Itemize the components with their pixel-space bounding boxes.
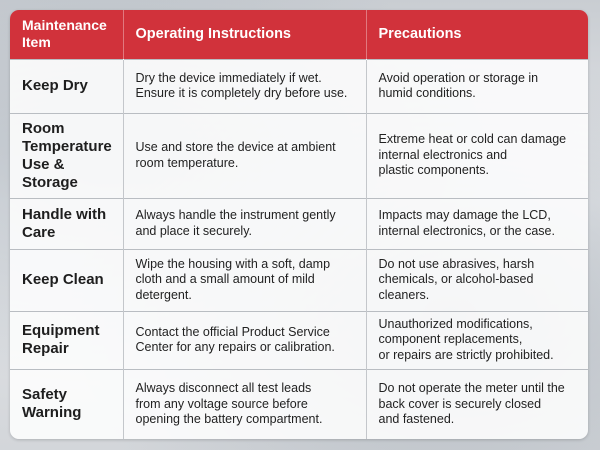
row-item-label: Safety Warning <box>10 369 123 439</box>
row-precaution: Impacts may damage the LCD, internal electronics, or the case. <box>366 198 588 249</box>
row-instruction: Contact the official Product Service Center for any repairs or calibration. <box>123 311 366 369</box>
row-instruction: Always disconnect all test leads from any voltage source before opening the battery compartment. <box>123 369 366 439</box>
row-precaution: Do not use abrasives, harsh chemicals, or alcohol-based cleaners. <box>366 249 588 311</box>
table-row <box>10 59 588 113</box>
table-row <box>10 198 588 249</box>
header-precautions: Precautions <box>366 10 588 59</box>
header-maintenance-item: Maintenance Item <box>10 10 123 59</box>
maintenance-table-card <box>10 10 588 439</box>
table-row <box>10 249 588 311</box>
row-instruction: Use and store the device at ambient room temperature. <box>123 113 366 198</box>
row-item-label: Equipment Repair <box>10 311 123 369</box>
row-precaution: Unauthorized modifications, component replacements, or repairs are strictly prohibited. <box>366 311 588 369</box>
row-item-label: Keep Clean <box>10 249 123 311</box>
row-instruction: Wipe the housing with a soft, damp cloth and a small amount of mild detergent. <box>123 249 366 311</box>
header-operating-instructions: Operating Instructions <box>123 10 366 59</box>
row-item-label: Room Temperature Use & Storage <box>10 113 123 198</box>
row-item-label: Handle with Care <box>10 198 123 249</box>
row-instruction: Always handle the instrument gently and place it securely. <box>123 198 366 249</box>
row-instruction: Dry the device immediately if wet. Ensure it is completely dry before use. <box>123 59 366 113</box>
table-header-row <box>10 10 588 59</box>
maintenance-table <box>10 10 588 439</box>
row-item-label: Keep Dry <box>10 59 123 113</box>
row-precaution: Extreme heat or cold can damage internal electronics and plastic components. <box>366 113 588 198</box>
row-precaution: Avoid operation or storage in humid conditions. <box>366 59 588 113</box>
table-row <box>10 369 588 439</box>
table-row <box>10 113 588 198</box>
row-precaution: Do not operate the meter until the back cover is securely closed and fastened. <box>366 369 588 439</box>
table-row <box>10 311 588 369</box>
